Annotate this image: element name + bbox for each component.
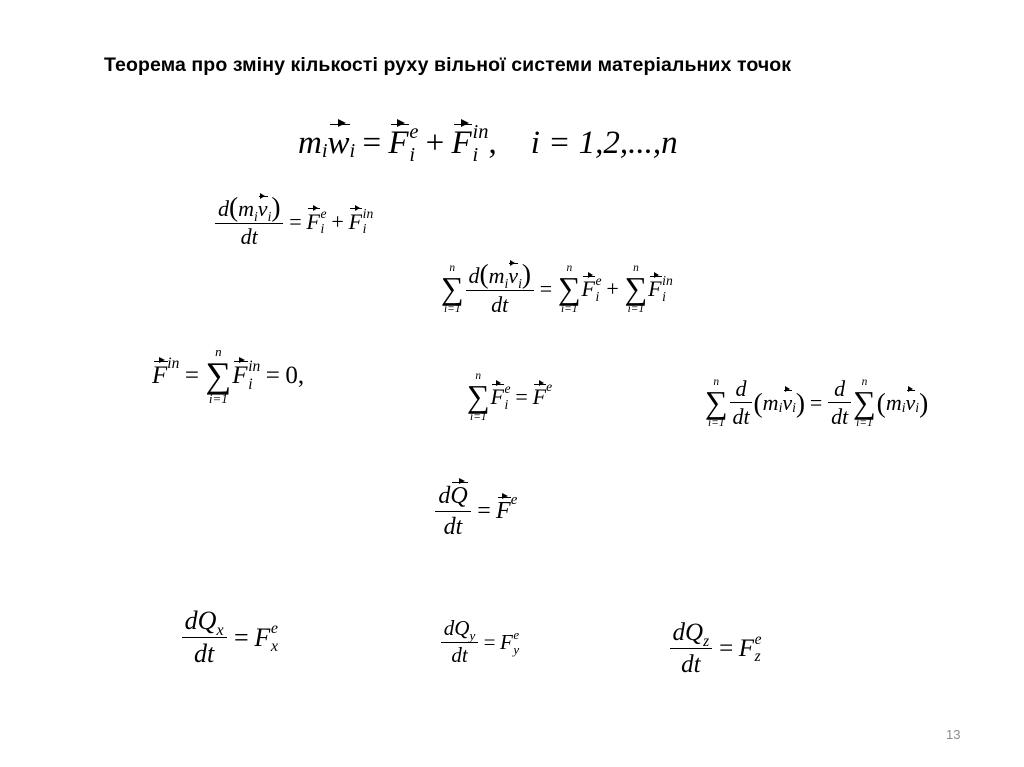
equation-y-component: $\frac{dQ_y}{dt}$ = F e y [440, 618, 519, 666]
fraction: $\frac{dQ_z}{dt}$ [670, 620, 713, 677]
sum-symbol: n ∑ i=1 [440, 262, 464, 316]
sum-symbol: n ∑ i=1 [853, 376, 876, 430]
equation-summed-momentum: n ∑ i=1 $\frac{d(m_iv_i)}{dt}$ = n ∑ i=1 F e i + n ∑ i=1 F in i [440, 258, 673, 317]
sum-symbol: n ∑ i=1 [704, 376, 728, 430]
sum-symbol: n ∑ i=1 [205, 344, 232, 406]
sum-symbol: n ∑ i=1 [466, 370, 490, 424]
equation-x-component: $\frac{dQ_x}{dt}$ = F e x [180, 608, 278, 667]
fraction: $\frac{d(m_iv_i)}{dt}$ [215, 195, 283, 248]
equation-external-forces-sum: n ∑ i=1 F e i = F e [466, 370, 553, 424]
fraction: $\frac{dQ_x}{dt}$ [182, 608, 227, 667]
vector-f: F [388, 125, 409, 162]
fraction: $\frac{dQ}{dt}$ [435, 484, 470, 539]
fraction: $\frac{d}{dt}$ [730, 378, 752, 428]
index-range: i = 1,2,...,n [530, 125, 678, 162]
page-number: 13 [946, 727, 961, 742]
fraction: $\frac{dQ_y}{dt}$ [441, 618, 477, 666]
vector-f: F [451, 125, 472, 162]
fraction: $\frac{d(m_iv_i)}{dt}$ [466, 262, 534, 315]
equation-internal-forces-zero: F in = n ∑ i=1 F in i = 0, [152, 344, 305, 406]
fraction: $\frac{d}{dt}$ [828, 378, 850, 428]
slide-title: Теорема про зміну кількості руху вільної системи матеріальних точок [104, 54, 792, 76]
equation-momentum-theorem: $\frac{dQ}{dt}$ = F e [434, 484, 517, 539]
equation-z-component: $\frac{dQ_z}{dt}$ = F e z [668, 620, 762, 677]
equation-momentum-derivative: $\frac{d(m_iv_i)}{dt}$ = F e i + F in i [214, 195, 373, 248]
equation-newton-second-law: m i w i = F e i + F in i , i = 1,2,...,n [298, 121, 678, 166]
equation-derivative-swap: n ∑ i=1 $\frac{d}{dt}$ ( m i v i ) = $\frac{d}{dt}$ n ∑ i=1 ( m i v i ) [704, 375, 929, 430]
vector-w: w [327, 125, 350, 162]
sum-symbol: n ∑ i=1 [624, 262, 648, 316]
sum-symbol: n ∑ i=1 [557, 262, 581, 316]
